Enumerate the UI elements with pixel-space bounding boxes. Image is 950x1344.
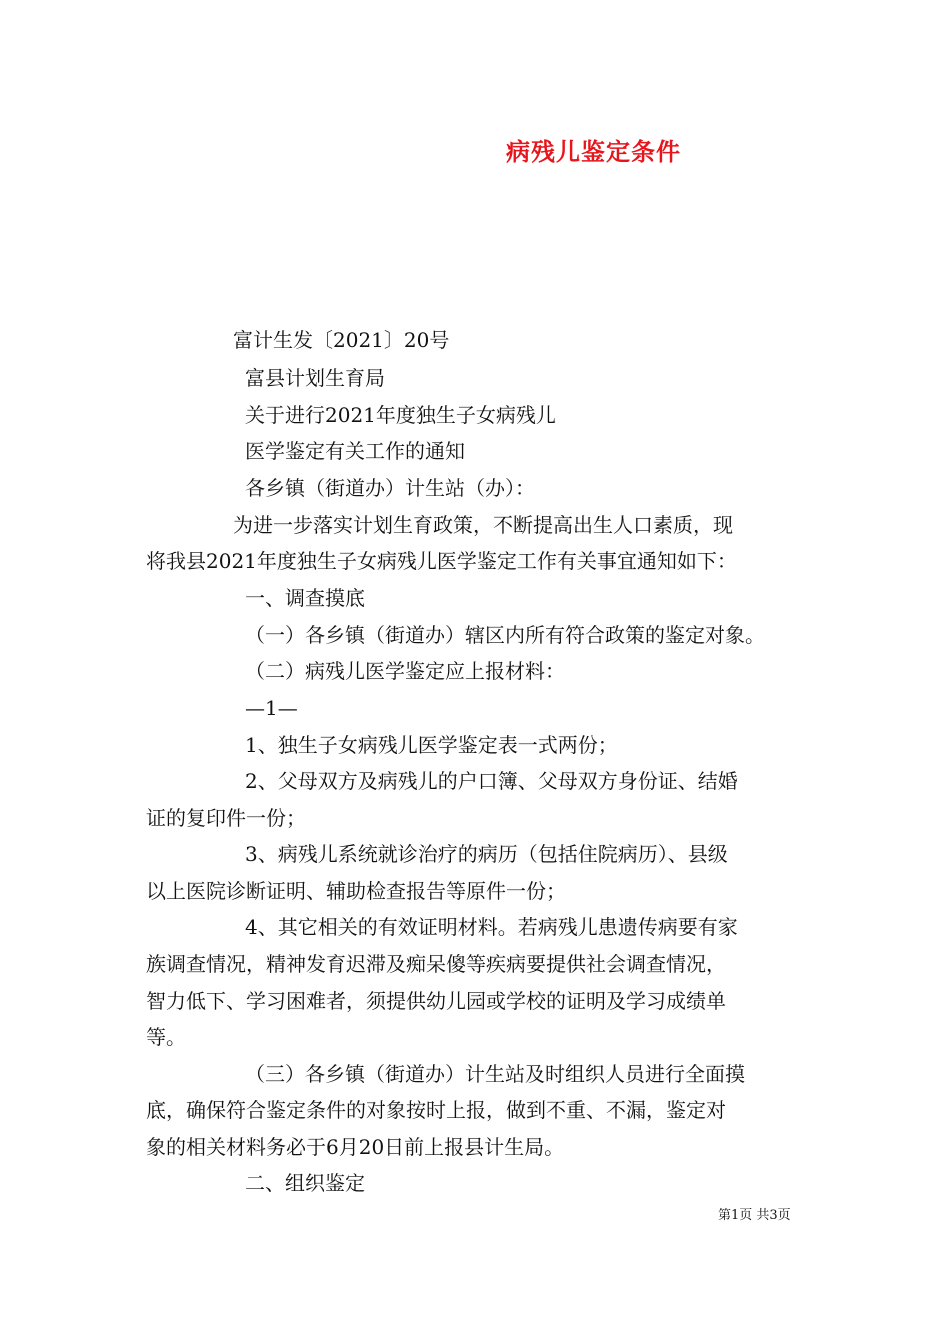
material-4-line-2: 族调查情况，精神发育迟滞及痴呆傻等疾病要提供社会调查情况， (146, 952, 726, 976)
document-title: 病残儿鉴定条件 (506, 137, 681, 166)
subject-line-2: 医学鉴定有关工作的通知 (245, 439, 465, 463)
item-3-line-2: 底，确保符合鉴定条件的对象按时上报，做到不重、不漏，鉴定对 (146, 1098, 726, 1122)
item-1: （一）各乡镇（街道办）辖区内所有符合政策的鉴定对象。 (245, 623, 765, 647)
page-footer: 第1页 共3页 (718, 1208, 791, 1223)
material-3-line-2: 以上医院诊断证明、辅助检查报告等原件一份； (146, 879, 566, 903)
material-4-line-1: 4、其它相关的有效证明材料。若病残儿患遗传病要有家 (245, 915, 738, 939)
intro-line-2: 将我县2021年度独生子女病残儿医学鉴定工作有关事宜通知如下： (146, 549, 737, 573)
item-3-line-1: （三）各乡镇（街道办）计生站及时组织人员进行全面摸 (245, 1062, 745, 1086)
page-mark: —1— (245, 696, 298, 720)
addressee: 各乡镇（街道办）计生站（办）： (245, 476, 535, 500)
material-4-line-3: 智力低下、学习困难者，须提供幼儿园或学校的证明及学习成绩单 (146, 989, 726, 1013)
item-2: （二）病残儿医学鉴定应上报材料： (245, 659, 565, 683)
section-2-heading: 二、组织鉴定 (245, 1171, 365, 1195)
doc-number: 富计生发〔2021〕20号 (233, 328, 450, 352)
subject-line-1: 关于进行2021年度独生子女病残儿 (245, 403, 556, 427)
material-1: 1、独生子女病残儿医学鉴定表一式两份； (245, 733, 618, 757)
section-1-heading: 一、调查摸底 (245, 586, 365, 610)
material-4-line-4: 等。 (146, 1025, 186, 1049)
material-2-line-1: 2、父母双方及病残儿的户口簿、父母双方身份证、结婚 (245, 769, 738, 793)
material-3-line-1: 3、病残儿系统就诊治疗的病历（包括住院病历）、县级 (245, 842, 728, 866)
issuer: 富县计划生育局 (245, 366, 385, 390)
item-3-line-3: 象的相关材料务必于6月20日前上报县计生局。 (146, 1135, 565, 1159)
material-2-line-2: 证的复印件一份； (146, 806, 306, 830)
intro-line-1: 为进一步落实计划生育政策，不断提高出生人口素质，现 (233, 513, 733, 537)
